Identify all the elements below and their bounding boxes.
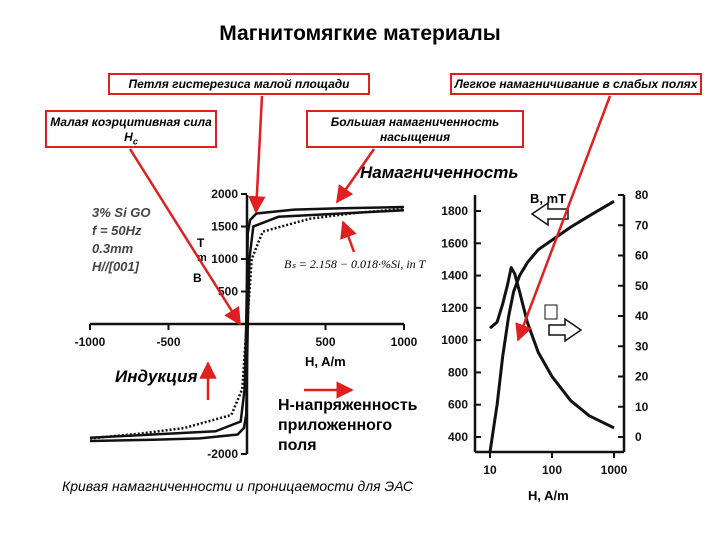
sample-parameters: 3% Si GO f = 50Hz 0.3mm H//[001] [92,205,151,274]
perm-right-tick-label: 0 [635,430,642,444]
perm-right-tick-label: 80 [635,188,649,202]
callout-easy-magnetization: Легкое намагничивание в слабых полях [450,73,702,95]
perm-right-tick-label: 40 [635,309,649,323]
hyst-x-tick-label: 1000 [390,335,418,349]
hyst-x-tick-label: -500 [156,335,181,349]
induction-label: Индукция [115,367,198,386]
hysteresis-chart [75,187,418,461]
perm-left-tick-label: 600 [447,397,468,412]
perm-right-tick-label: 20 [635,369,649,384]
perm-right-tick-label: 70 [635,218,649,233]
callout-saturation: Большая намагниченность насыщения [306,110,524,148]
hysteresis-x-label: H, A/m [305,354,346,369]
arrow-saturation [337,149,374,202]
saturation-formula: Bₛ = 2.158 − 0.018·%Si, in T [284,257,426,271]
field-strength-label: H-напряженность приложенного поля [278,397,418,454]
perm-left-tick-label: 1600 [441,236,468,251]
mu-curve-arrow-icon [549,319,581,341]
callout-coercive-sub: c [132,136,138,147]
perm-left-tick-label: 1000 [441,333,468,348]
hyst-y-tick-label: 500 [217,284,238,299]
perm-left-tick-label: 1400 [441,268,468,283]
perm-x-tick-label: 1000 [600,463,628,477]
magnetization-label: Намагниченность [360,163,519,182]
perm-left-tick-label: 1800 [441,204,468,218]
figure-caption: Кривая намагниченности и проницаемости для ЭАС [62,478,413,494]
perm-right-tick-label: 60 [635,248,649,263]
arrow-small-loop [256,96,262,212]
arrow-magnetization-label [343,222,354,252]
hysteresis-y-label-m: m [197,252,207,264]
page-title: Магнитомягкие материалы [219,22,501,45]
arrow-easy-magnetization [518,96,610,340]
perm-tick-labels [441,188,648,477]
perm-left-tick-label: 400 [447,430,468,444]
permeability-curve [490,268,614,428]
perm-left-tick-label: 800 [447,365,468,380]
perm-right-tick-label: 50 [635,278,649,293]
hyst-x-tick-label: -1000 [74,335,106,349]
hyst-x-tick-label: 500 [315,335,336,349]
arrow-coercive-force [130,149,240,324]
perm-x-tick-label: 100 [541,463,563,477]
hyst-y-tick-label: 1000 [211,252,238,266]
callout-small-loop: Петля гистерезиса малой площади [108,73,370,95]
perm-right-tick-label: 10 [635,399,649,414]
mu-symbol-box [545,305,557,319]
perm-x-tick-label: 10 [483,463,497,477]
hysteresis-y-label-b: B [193,271,202,285]
callout-coercive-text: Малая коэрцитивная сила H [50,115,212,144]
hyst-y-tick-label: -2000 [207,447,238,461]
hyst-y-tick-label: 2000 [211,187,238,201]
perm-b-label: B, mT [530,191,567,206]
hyst-y-tick-label: 1500 [211,219,238,234]
perm-x-label: H, A/m [528,488,569,503]
perm-left-tick-label: 1200 [441,300,468,315]
hysteresis-y-label-t: T [197,236,205,250]
perm-right-tick-label: 30 [635,339,649,354]
permeability-chart [441,188,648,503]
